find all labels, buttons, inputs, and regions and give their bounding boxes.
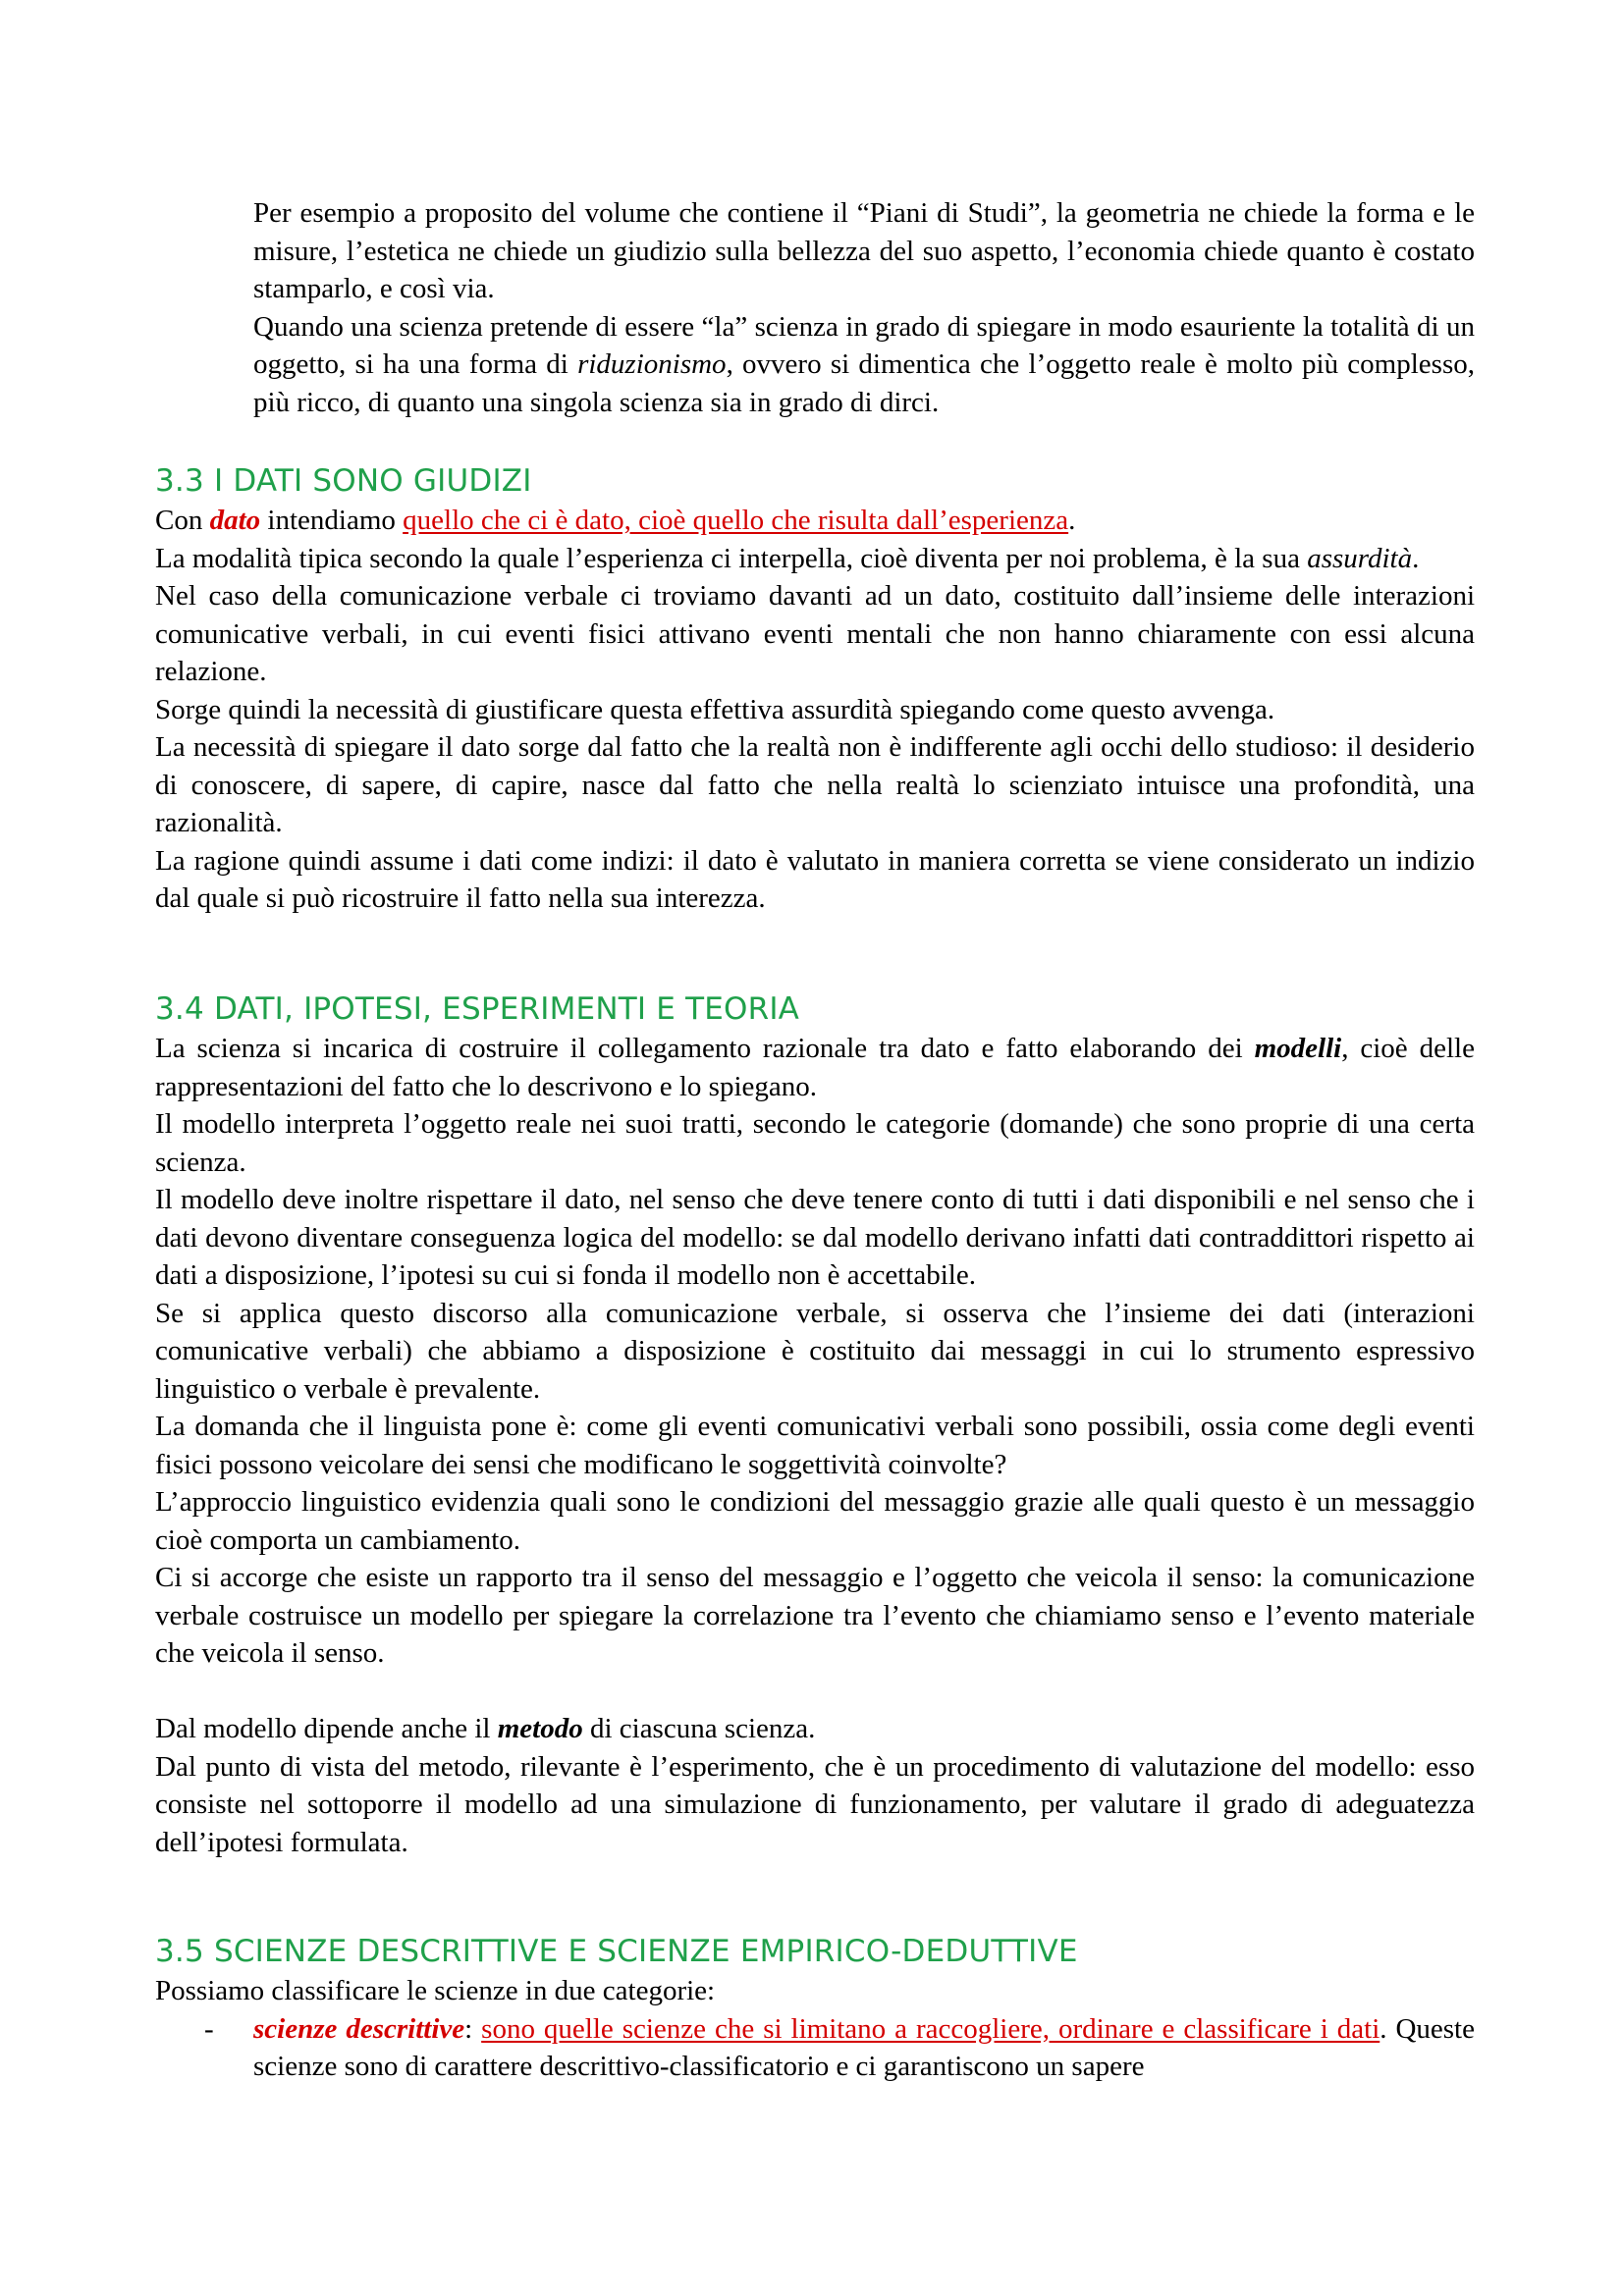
text-run: . [1412,542,1420,574]
term-modelli: modelli [1254,1033,1342,1064]
s34-paragraph-9: Dal punto di vista del metodo, rilevante è l’esperimento, che è un procedimento di valutazione del modello: esso consiste nel sottoporre il modello ad una simulazione di funzionamento, per valutare il grado di adeguatezza dell’ipotesi formulata. [155,1750,1475,1858]
list-dash: - [204,2012,214,2045]
intro-section [253,194,1475,421]
s33-paragraph-5: La necessità di spiegare il dato sorge dal fatto che la realtà non è indifferente agli occhi dello studioso: il desiderio di conoscere, di sapere, di capire, nasce dal fatto che nella realtà lo scienziato intuisce una profondità, una razionalità. [155,731,1475,838]
s33-paragraph-6: La ragione quindi assume i dati come indizi: il dato è valutato in maniera corretta se viene considerato un indizio dal quale si può ricostruire il fatto nella sua interezza. [155,844,1475,914]
text-run: , ovvero si dimentica che l’oggetto reale è molto più complesso, più ricco, di quanto una singola scienza sia in grado di dirci. [253,348,1475,418]
term-metodo: metodo [497,1713,583,1744]
section-heading-3-3: 3.3 I DATI SONO GIUDIZI [155,463,532,499]
s34-paragraph-2: Il modello interpreta l’oggetto reale nei suoi tratti, secondo le categorie (domande) che sono proprie di una certa scienza. [155,1108,1475,1178]
term-riduzionismo: riduzionismo [577,348,727,380]
s34-paragraph-1 [155,1030,1475,1105]
s33-paragraph-1 [155,502,1475,540]
term-dato: dato [209,505,261,536]
text-run: . Queste scienze sono di carattere descrittivo-classificatorio e ci garantiscono un sapere [253,2012,1475,2082]
term-scienze-descrittive: scienze descrittive [253,2012,465,2045]
intro-paragraph-2 [253,308,1475,422]
s34-paragraph-5: La domanda che il linguista pone è: come gli eventi comunicativi verbali sono possibili, ossia come degli eventi fisici possono veicolare dei sensi che modificano le soggettività coinvolte? [155,1411,1475,1480]
s33-paragraph-2 [155,540,1475,578]
text-run: Con [155,505,210,536]
s33-paragraph-4: Sorge quindi la necessità di giustificare questa effettiva assurdità spiegando come questo avvenga. [155,693,1275,725]
text-run: , cioè delle rappresentazioni del fatto che lo descrivono e lo spiegano. [155,1033,1475,1102]
text-run: : [464,2012,482,2045]
text-run: La scienza si incarica di costruire il collegamento razionale tra dato e fatto elaborando dei [155,1033,1255,1064]
s34-paragraph-4: Se si applica questo discorso alla comunicazione verbale, si osserva che l’insieme dei dati (interazioni comunicative verbali) che abbiamo a disposizione è costituito dai messaggi in cui lo strumento espressivo linguistico o verbale è prevalente. [155,1297,1475,1405]
term-assurdita: assurdità [1307,542,1413,574]
intro-paragraph-1: Per esempio a proposito del volume che contiene il “Piani di Studi”, la geometria ne chiede la forma e le misure, l’estetica ne chiede un giudizio sulla bellezza del suo aspetto, l’economia chiede quanto è costato stamparlo, e così via. [253,197,1475,304]
definition-scienze-descrittive: sono quelle scienze che si limitano a raccogliere, ordinare e classificare i dati [481,2012,1380,2045]
text-run: Quando una scienza pretende di essere “la” scienza in grado di spiegare in modo esauriente la totalità di un oggetto, si ha una forma di [253,310,1475,380]
text-run: di ciascuna scienza. [582,1713,816,1744]
definition-dato: quello che ci è dato, cioè quello che risulta dall’esperienza [403,505,1069,536]
s34-paragraph-7: Ci si accorge che esiste un rapporto tra il senso del messaggio e l’oggetto che veicola il senso: la comunicazione verbale costruisce un modello per spiegare la correlazione tra l’evento che chiamiamo senso e l’evento materiale che veicola il senso. [155,1562,1475,1669]
section-3-3-body [155,502,1475,918]
s33-paragraph-3: Nel caso della comunicazione verbale ci troviamo davanti ad un dato, costituito dall’insieme delle interazioni comunicative verbali, in cui eventi fisici attivano eventi mentali che non hanno chiaramente con essi alcuna relazione. [155,580,1475,687]
s34-paragraph-6: L’approccio linguistico evidenzia quali sono le condizioni del messaggio grazie alle quali questo è un messaggio cioè comporta un cambiamento. [155,1486,1475,1556]
text-run: Dal modello dipende anche il [155,1713,498,1744]
text-run: intendiamo [260,505,404,536]
s35-paragraph-1: Possiamo classificare le scienze in due categorie: [155,1975,716,2006]
section-heading-3-5: 3.5 SCIENZE DESCRITTIVE E SCIENZE EMPIRICO-DEDUTTIVE [155,1934,1078,1969]
section-heading-3-4: 3.4 DATI, IPOTESI, ESPERIMENTI E TEORIA [155,991,800,1027]
list-item-scienze-descrittive [155,2010,1475,2086]
text-run: . [1068,505,1076,536]
section-3-4-body [155,1030,1475,1861]
section-3-5-body [155,1972,1475,2086]
s34-paragraph-8 [155,1710,1475,1748]
text-run: La modalità tipica secondo la quale l’esperienza ci interpella, cioè diventa per noi problema, è la sua [155,542,1308,574]
list-item-text [253,2013,1475,2083]
s34-paragraph-3: Il modello deve inoltre rispettare il dato, nel senso che deve tenere conto di tutti i dati disponibili e nel senso che i dati devono diventare conseguenza logica del modello: se dal modello derivano infatti dati contraddittori rispetto ai dati a disposizione, l’ipotesi su cui si fonda il modello non è accettabile. [155,1184,1475,1291]
